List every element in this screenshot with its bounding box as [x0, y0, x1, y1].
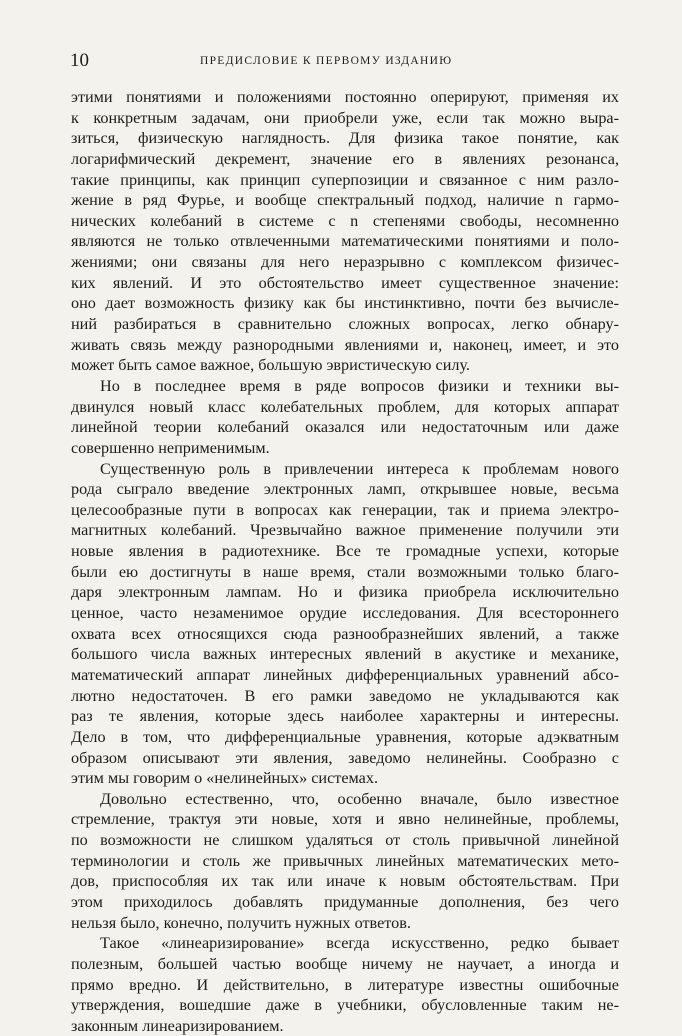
text-line: образом описывают эти явления, заведомо нелинейны. Сообразно с	[71, 748, 619, 767]
text-line: по возможности не слишком удаляться от столь привычной линейной	[71, 831, 619, 850]
text-line: раз те явления, которые здесь наиболее характерны и интересны.	[71, 707, 619, 726]
text-line: к конкретным задачам, они приобрели уже, если так можно выра-	[71, 108, 619, 127]
paragraph	[71, 933, 619, 1036]
text-line: Такое «линеаризирование» всегда искусственно, редко бывает	[100, 934, 619, 953]
text-line: полезным, большей частью вообще ничему не научает, а иногда и	[71, 954, 619, 973]
text-line: дов, приспособляя их так или иначе к новым обстоятельствам. При	[71, 872, 619, 891]
running-head	[70, 50, 618, 72]
paragraph	[71, 87, 619, 376]
text-line: зиться, физическую наглядность. Для физика такое понятие, как	[71, 129, 619, 148]
text-line: Но в последнее время в ряде вопросов физики и техники вы-	[100, 376, 619, 395]
text-line: такие принципы, как принцип суперпозиции и связанное с ним разло-	[71, 170, 619, 189]
paragraph	[71, 789, 619, 933]
text-line: живать связь между разнородными явлениями и, наконец, имеет, и это	[71, 335, 619, 354]
text-line: этими понятиями и положениями постоянно оперируют, применяя их	[71, 88, 619, 106]
text-line: новые явления в радиотехнике. Все те громадные успехи, которые	[71, 542, 619, 561]
text-line: линейной теории колебаний оказался или недостаточным или даже	[71, 418, 619, 437]
text-line: Дело в том, что дифференциальные уравнения, которые адэкватным	[71, 727, 619, 746]
text-line: этом приходилось добавлять придуманные дополнения, без чего	[71, 892, 619, 911]
text-line: большого числа важных интересных явлений в акустике и механике,	[71, 645, 619, 664]
text-line: лютно недостаточен. В его рамки заведомо не укладываются как	[71, 686, 619, 705]
paragraph	[71, 459, 619, 789]
text-line: были ею достигнуты в наше время, стали возможными только благо-	[71, 562, 619, 581]
text-line: нельзя было, конечно, получить нужных ответов.	[71, 913, 411, 932]
text-line: даря электронным лампам. Но и физика приобрела исключительно	[71, 583, 619, 602]
body-text	[71, 87, 619, 1036]
text-line: ний разбираться в сравнительно сложных вопросах, легко обнару-	[71, 315, 619, 334]
text-line: законным линеаризированием.	[71, 1016, 284, 1035]
text-line: являются не только отвлеченными математическими понятиями и поло-	[71, 232, 619, 251]
text-line: нических колебаний в системе с n степенями свободы, несомненно	[71, 211, 619, 230]
text-line: жение в ряд Фурье, и вообще спектральный подход, наличие n гармо-	[71, 191, 619, 210]
text-line: терминологии и столь же привычных линейных математических мето-	[71, 851, 619, 870]
page-number: 10	[70, 50, 89, 71]
text-line: рода сыграло введение электронных ламп, открывшее новые, весьма	[71, 480, 619, 499]
paragraph	[71, 376, 619, 459]
text-line: целесообразные пути в вопросах как генерации, так и приема электро-	[71, 500, 619, 519]
text-line: логарифмический декремент, значение его в явлениях резонанса,	[71, 149, 619, 168]
text-line: жениями; они связаны для него неразрывно с комплексом физичес-	[71, 253, 619, 272]
text-line: может быть самое важное, большую эвристическую силу.	[71, 356, 470, 375]
text-line: утверждения, вошедшие даже в учебники, обусловленные таким не-	[71, 996, 619, 1015]
text-line: Существенную роль в привлечении интереса к проблемам нового	[100, 459, 619, 478]
text-line: Довольно естественно, что, особенно вначале, было известное	[100, 789, 619, 808]
text-line: магнитных колебаний. Чрезвычайно важное применение получили эти	[71, 521, 619, 540]
text-line: ценное, часто незаменимое орудие исследования. Для всестороннего	[71, 604, 619, 623]
text-line: двинулся новый класс колебательных проблем, для которых аппарат	[71, 397, 619, 416]
text-line: математический аппарат линейных дифференциальных уравнений абсо-	[71, 665, 619, 684]
running-title: ПРЕДИСЛОВИЕ К ПЕРВОМУ ИЗДАНИЮ	[200, 55, 453, 67]
text-line: ких явлений. И это обстоятельство имеет существенное значение:	[71, 273, 619, 292]
text-line: этим мы говорим о «нелинейных» системах.	[71, 769, 379, 788]
text-line: стремление, трактуя эти новые, хотя и явно нелинейные, проблемы,	[71, 810, 619, 829]
text-line: охвата всех относящихся сюда разнообразнейших явлений, а также	[71, 624, 619, 643]
text-line: оно дает возможность физику как бы инстинктивно, почти без вычисле-	[71, 294, 619, 313]
text-line: совершенно неприменимым.	[71, 438, 270, 457]
text-line: прямо вредно. И действительно, в литературе известны ошибочные	[71, 975, 619, 994]
